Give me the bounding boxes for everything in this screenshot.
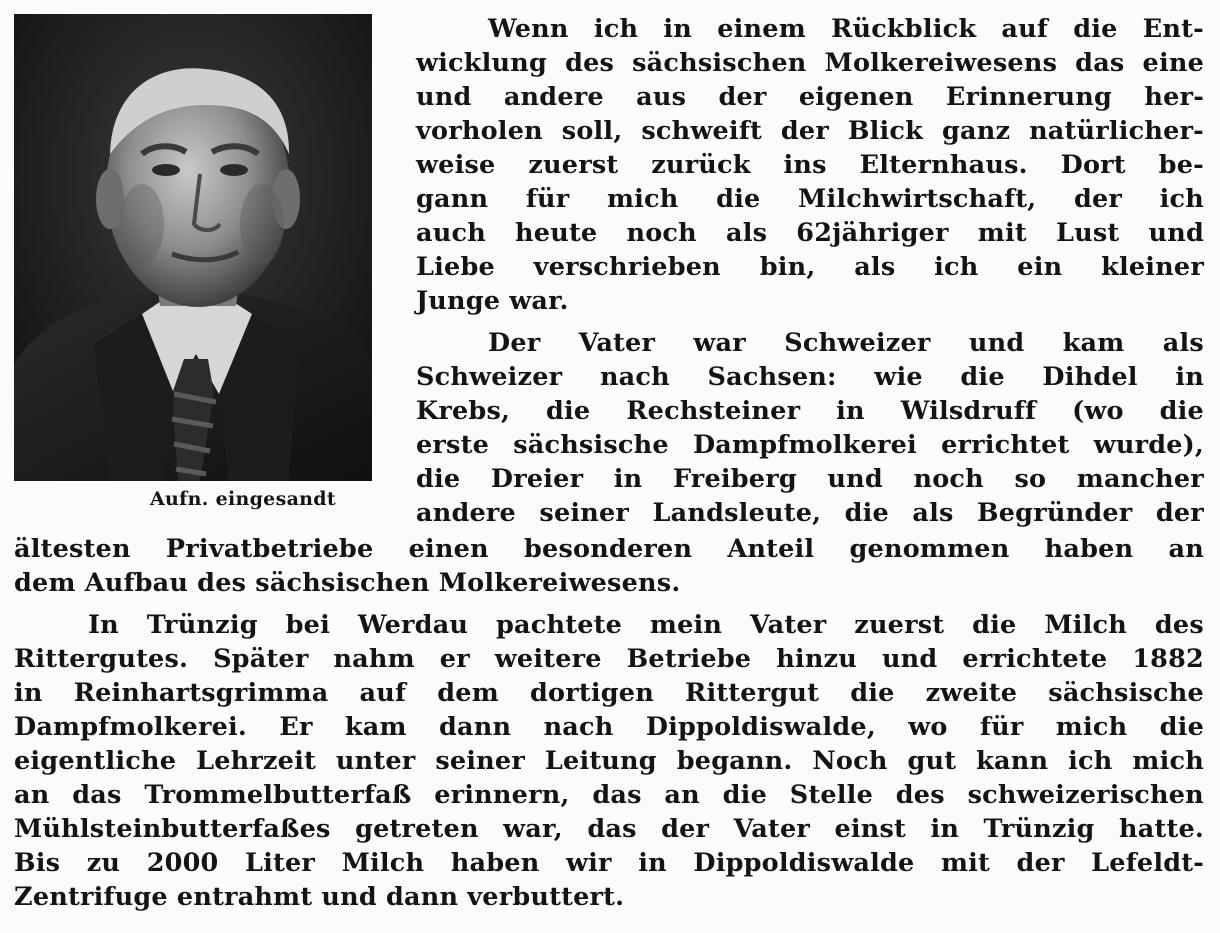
text-line: weise zuerst zurück ins Elternhaus. Dort be- (416, 150, 1204, 180)
text-line: auch heute noch als 62jähriger mit Lust und (416, 218, 1204, 248)
text-line: eigentliche Lehrzeit unter seiner Leitung begann. Noch gut kann ich mich (14, 746, 1204, 776)
text-line: Rittergutes. Später nahm er weitere Betriebe hinzu und errichtete 1882 (14, 644, 1204, 674)
text-line: Krebs, die Rechsteiner in Wilsdruff (wo die (416, 396, 1204, 426)
photo-caption: Aufn. eingesandt (150, 488, 336, 510)
text-line: erste sächsische Dampfmolkerei errichtet wurde), (416, 430, 1204, 460)
text-line: wicklung des sächsischen Molkereiwesens das eine (416, 48, 1204, 78)
text-line: Liebe verschrieben bin, als ich ein kleiner (416, 252, 1204, 282)
text-line: Zentrifuge entrahmt und dann verbuttert. (14, 882, 625, 912)
portrait-photo (14, 14, 372, 481)
text-line: an das Trommelbutterfaß erinnern, das an die Stelle des schweizerischen (14, 780, 1204, 810)
text-line: Junge war. (416, 286, 569, 316)
text-line: andere seiner Landsleute, die als Begründer der (416, 498, 1204, 528)
text-line: Dampfmolkerei. Er kam dann nach Dippoldiswalde, wo für mich die (14, 712, 1204, 742)
text-line: ältesten Privatbetriebe einen besonderen Anteil genommen haben an (14, 534, 1204, 564)
text-line: und andere aus der eigenen Erinnerung her- (416, 82, 1204, 112)
text-line: Wenn ich in einem Rückblick auf die Ent- (488, 14, 1204, 44)
text-line: Mühlsteinbutterfaßes getreten war, das der Vater einst in Trünzig hatte. (14, 814, 1204, 844)
text-line: Bis zu 2000 Liter Milch haben wir in Dippoldiswalde mit der Lefeldt- (14, 848, 1204, 878)
text-line: vorholen soll, schweift der Blick ganz natürlicher- (416, 116, 1204, 146)
text-line: Schweizer nach Sachsen: wie die Dihdel in (416, 362, 1204, 392)
text-line: dem Aufbau des sächsischen Molkereiwesens. (14, 568, 681, 598)
text-line: die Dreier in Freiberg und noch so mancher (416, 464, 1204, 494)
text-line: Der Vater war Schweizer und kam als (488, 328, 1204, 358)
text-line: gann für mich die Milchwirtschaft, der ich (416, 184, 1204, 214)
text-line: In Trünzig bei Werdau pachtete mein Vater zuerst die Milch des (88, 610, 1204, 640)
text-line: in Reinhartsgrimma auf dem dortigen Rittergut die zweite sächsische (14, 678, 1204, 708)
